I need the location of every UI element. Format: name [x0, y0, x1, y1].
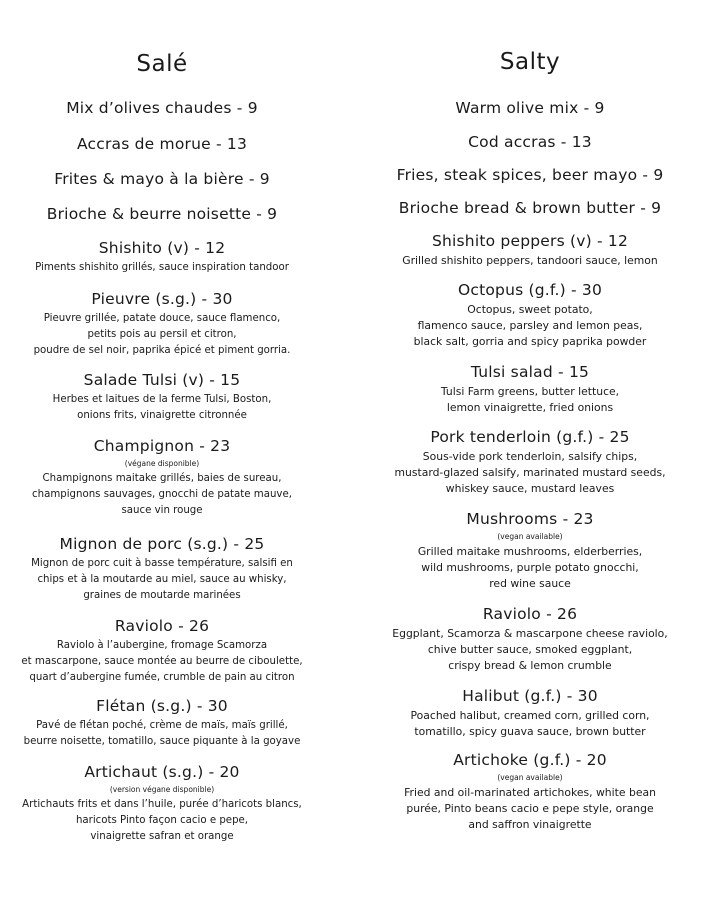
- item-description: Piments shishito grillés, sauce inspiration tandoor: [35, 262, 289, 273]
- menu-item: [370, 231, 690, 269]
- item-description: Mignon de porc cuit à basse température, salsifi en chips et à la moutarde au miel, sauce au whisky, graines de moutarde marinées: [31, 558, 293, 601]
- menu-item: [12, 696, 312, 750]
- item-description: Pieuvre grillée, patate douce, sauce flamenco, petits pois au persil et citron, poudre de sel noir, paprika épicé et piment gorria.: [33, 313, 291, 356]
- menu-item: [370, 362, 690, 416]
- item-description: Grilled shishito peppers, tandoori sauce, lemon: [402, 254, 658, 267]
- menu-item: [12, 616, 312, 686]
- french-column-title: Salé: [136, 51, 188, 77]
- item-name: Cod accras - 13: [468, 133, 592, 151]
- menu-item: [370, 165, 690, 185]
- item-description: Artichauts frits et dans l’huile, purée d’haricots blancs, haricots Pinto façon cacio e pepe, vinaigrette safran et orange: [22, 799, 302, 842]
- item-name: Flétan (s.g.) - 30: [96, 697, 228, 715]
- menu-item: [370, 604, 690, 674]
- item-description: Grilled maitake mushrooms, elderberries, wild mushrooms, purple potato gnocchi, red wine sauce: [417, 545, 643, 590]
- item-name: Octopus (g.f.) - 30: [457, 281, 603, 299]
- item-name: Mushrooms - 23: [466, 510, 594, 528]
- item-name: Accras de morue - 13: [76, 135, 248, 153]
- english-column-title: Salty: [499, 49, 561, 75]
- item-name: Pieuvre (s.g.) - 30: [91, 290, 233, 308]
- item-name: Mix d’olives chaudes - 9: [66, 99, 258, 117]
- item-description: Pavé de flétan poché, crème de maïs, maïs grillé, beurre noisette, tomatillo, sauce piquante à la goyave: [23, 720, 301, 747]
- item-name: Frites & mayo à la bière - 9: [54, 170, 270, 188]
- item-name: Pork tenderloin (g.f.) - 25: [430, 428, 630, 446]
- menu-item: [370, 132, 690, 152]
- menu-item: [370, 427, 690, 497]
- menu-item: [370, 750, 690, 833]
- menu-item: [12, 762, 312, 845]
- menu-item: [12, 289, 312, 359]
- menu-item: [370, 686, 690, 740]
- item-note: (version végane disponible): [109, 785, 215, 794]
- menu-item: [12, 134, 312, 154]
- menu-item: [370, 198, 690, 218]
- menu-item: [370, 280, 690, 350]
- item-name: Champignon - 23: [93, 437, 231, 455]
- item-description: Eggplant, Scamorza & mascarpone cheese raviolo, chive butter sauce, smoked eggplant, crispy bread & lemon crumble: [392, 627, 668, 672]
- item-description: Champignons maitake grillés, baies de sureau, champignons sauvages, gnocchi de patate mauve, sauce vin rouge: [32, 473, 292, 516]
- menu-item: [370, 98, 690, 118]
- item-name: Raviolo - 26: [482, 605, 578, 623]
- item-name: Raviolo - 26: [114, 617, 210, 635]
- item-note: (vegan available): [497, 773, 563, 782]
- item-name: Shishito (v) - 12: [98, 239, 226, 257]
- item-name: Tulsi salad - 15: [470, 363, 590, 381]
- item-name: Shishito peppers (v) - 12: [431, 232, 629, 250]
- item-name: Artichaut (s.g.) - 20: [84, 763, 240, 781]
- item-name: Brioche & beurre noisette - 9: [46, 205, 278, 223]
- menu-item: [12, 534, 312, 604]
- menu-item: [12, 370, 312, 424]
- item-name: Warm olive mix - 9: [455, 99, 605, 117]
- item-description: Herbes et laitues de la ferme Tulsi, Boston, onions frits, vinaigrette citronnée: [52, 394, 272, 421]
- item-name: Mignon de porc (s.g.) - 25: [59, 535, 265, 553]
- item-note: (végane disponible): [124, 459, 200, 468]
- item-description: Octopus, sweet potato, flamenco sauce, parsley and lemon peas, black salt, gorria and spicy paprika powder: [413, 303, 647, 348]
- item-note: (vegan available): [497, 532, 563, 541]
- item-description: Poached halibut, creamed corn, grilled corn, tomatillo, spicy guava sauce, brown butter: [410, 709, 650, 738]
- item-name: Fries, steak spices, beer mayo - 9: [396, 166, 664, 184]
- item-name: Halibut (g.f.) - 30: [462, 687, 598, 705]
- menu-item: [12, 204, 312, 224]
- item-name: Salade Tulsi (v) - 15: [83, 371, 241, 389]
- item-name: Brioche bread & brown butter - 9: [398, 199, 662, 217]
- menu-item: [12, 169, 312, 189]
- menu-item: [12, 238, 312, 276]
- item-name: Artichoke (g.f.) - 20: [453, 751, 607, 769]
- menu-item: [370, 509, 690, 592]
- menu-item: [12, 436, 312, 519]
- item-description: Fried and oil-marinated artichokes, white bean purée, Pinto beans cacio e pepe style, orange and saffron vinaigrette: [404, 786, 656, 831]
- item-description: Sous-vide pork tenderloin, salsify chips, mustard-glazed salsify, marinated mustard seeds, whiskey sauce, mustard leaves: [394, 450, 666, 495]
- item-description: Tulsi Farm greens, butter lettuce, lemon vinaigrette, fried onions: [440, 385, 620, 414]
- item-description: Raviolo à l’aubergine, fromage Scamorza et mascarpone, sauce montée au beurre de ciboulette, quart d’aubergine fumée, crumble de pain au citron: [21, 640, 303, 683]
- menu-item: [12, 98, 312, 118]
